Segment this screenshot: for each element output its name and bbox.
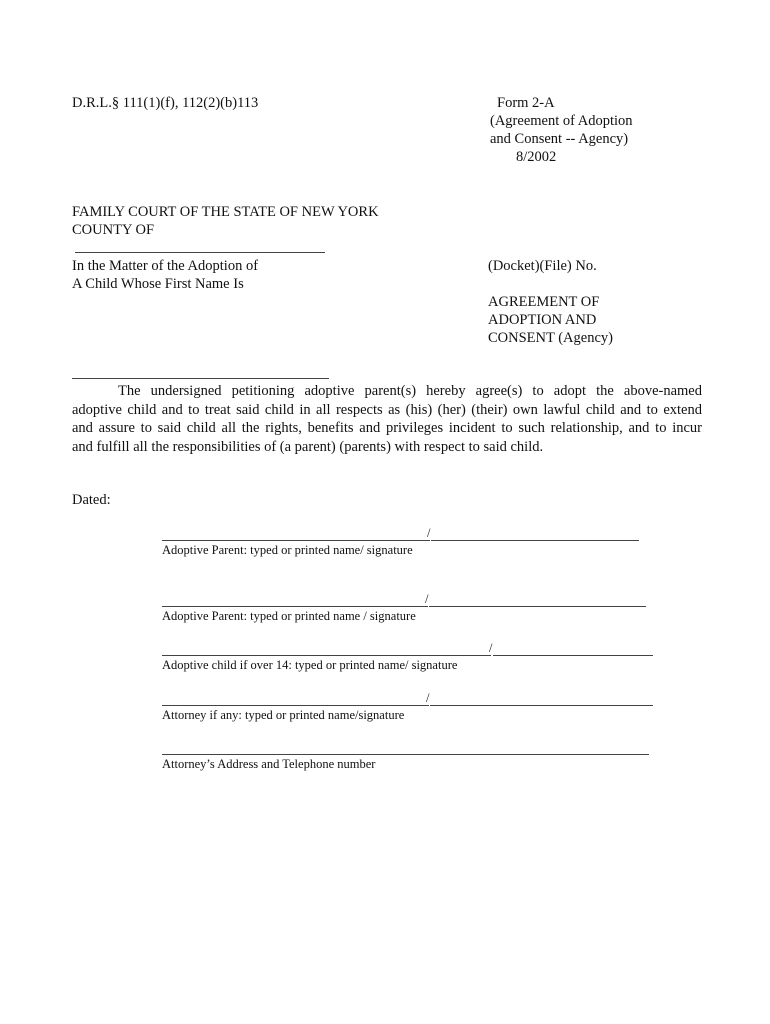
attorney-label: Attorney if any: typed or printed name/signature <box>162 708 405 722</box>
agreement-line4: and fulfill all the responsibilities of (a parent) (parents) with respect to said child. <box>72 438 544 455</box>
dated-label: Dated: <box>72 492 111 508</box>
doc-title-line1: AGREEMENT OF <box>488 294 600 310</box>
child-name-blank-line[interactable] <box>72 378 329 379</box>
signature-separator: / <box>427 526 431 540</box>
doc-title-line3: CONSENT (Agency) <box>488 330 613 346</box>
adoptive-parent-1-signature-line[interactable] <box>431 540 639 541</box>
attorney-address-label: Attorney’s Address and Telephone number <box>162 757 376 771</box>
adoptive-child-signature-line[interactable] <box>493 655 653 656</box>
agreement-line1: The undersigned petitioning adoptive parent(s) hereby agree(s) to adopt the above-named <box>118 383 702 399</box>
court-name: FAMILY COURT OF THE STATE OF NEW YORK <box>72 204 379 220</box>
county-label: COUNTY OF <box>72 222 155 238</box>
agreement-paragraph <box>72 382 702 456</box>
adoptive-parent-2-signature-line[interactable] <box>429 606 646 607</box>
matter-line2: A Child Whose First Name Is <box>72 276 244 292</box>
adoptive-parent-2-label: Adoptive Parent: typed or printed name / signature <box>162 609 416 623</box>
county-blank-line[interactable] <box>75 252 325 253</box>
matter-line1: In the Matter of the Adoption of <box>72 258 259 274</box>
statute-reference: D.R.L.§ 111(1)(f), 112(2)(b)113 <box>72 95 259 111</box>
adoptive-parent-1-name-line[interactable] <box>162 540 430 541</box>
agreement-line2: adoptive child and to treat said child in all respects as (his) (her) (their) own lawful child and to extend <box>72 401 702 418</box>
docket-label: (Docket)(File) No. <box>488 258 597 274</box>
signature-separator: / <box>426 691 430 705</box>
adoptive-child-label: Adoptive child if over 14: typed or printed name/ signature <box>162 658 458 672</box>
attorney-signature-line[interactable] <box>430 705 653 706</box>
adoptive-parent-2-name-line[interactable] <box>162 606 428 607</box>
form-date: 8/2002 <box>516 149 557 165</box>
attorney-name-line[interactable] <box>162 705 429 706</box>
agreement-line3: and assure to said child all the rights, benefits and privileges incident to such relationship, and to incur <box>72 420 702 436</box>
signature-separator: / <box>425 592 429 606</box>
signature-separator: / <box>489 641 493 655</box>
form-title-line2: and Consent -- Agency) <box>490 131 629 147</box>
adoptive-parent-1-label: Adoptive Parent: typed or printed name/ signature <box>162 543 413 557</box>
doc-title-line2: ADOPTION AND <box>488 312 597 328</box>
form-title-line1: (Agreement of Adoption <box>490 113 633 129</box>
form-number: Form 2-A <box>497 95 555 111</box>
adoptive-child-name-line[interactable] <box>162 655 491 656</box>
attorney-address-line[interactable] <box>162 754 649 755</box>
